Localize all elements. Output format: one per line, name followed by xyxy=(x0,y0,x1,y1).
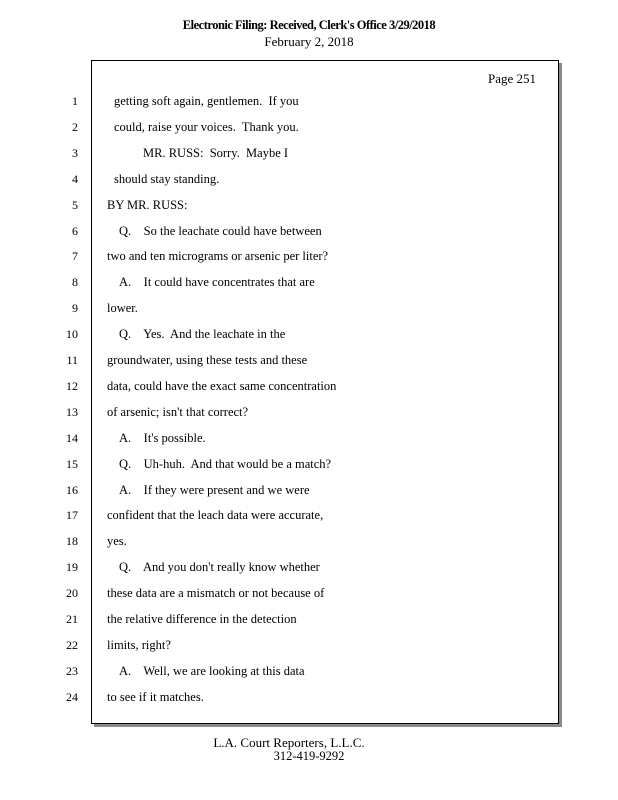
footer-company: L.A. Court Reporters, L.L.C. xyxy=(213,735,365,750)
transcript-line: Q. Yes. And the leachate in the xyxy=(119,327,286,342)
transcript-line: data, could have the exact same concentration xyxy=(107,378,337,393)
line-number: 9 xyxy=(72,301,78,316)
transcript-line: confident that the leach data were accurate, xyxy=(107,508,324,523)
transcript-line: limits, right? xyxy=(107,637,171,652)
line-number: 10 xyxy=(66,327,78,342)
transcript-line: could, raise your voices. Thank you. xyxy=(114,119,299,134)
transcript-line: yes. xyxy=(107,534,127,549)
line-number: 1 xyxy=(72,94,78,108)
transcript-line: Q. And you don't really know whether xyxy=(119,560,320,575)
transcript-line: of arsenic; isn't that correct? xyxy=(107,404,249,419)
transcript-line: should stay standing. xyxy=(114,171,220,186)
page-number: Page 251 xyxy=(487,71,536,86)
transcript-line: the relative difference in the detection xyxy=(107,612,297,626)
line-number: 19 xyxy=(66,560,78,575)
line-number: 6 xyxy=(72,223,78,238)
transcript-line: A. Well, we are looking at this data xyxy=(119,663,305,678)
transcript-line: groundwater, using these tests and these xyxy=(107,353,308,367)
line-number: 16 xyxy=(66,482,78,497)
line-number: 13 xyxy=(66,404,78,419)
line-number: 17 xyxy=(66,508,78,523)
transcript-line: A. It could have concentrates that are xyxy=(119,275,315,290)
line-number: 14 xyxy=(66,430,78,445)
footer-phone: 312-419-9292 xyxy=(273,749,345,763)
line-number: 5 xyxy=(72,197,78,212)
filing-stamp: Electronic Filing: Received, Clerk's Office 3/29/2018 xyxy=(182,18,436,32)
line-number: 21 xyxy=(66,612,78,626)
line-number: 18 xyxy=(66,534,78,549)
line-number: 4 xyxy=(72,171,78,186)
line-number: 3 xyxy=(72,145,78,160)
line-number: 11 xyxy=(66,353,78,367)
filing-date: February 2, 2018 xyxy=(264,34,354,49)
transcript-line: these data are a mismatch or not because of xyxy=(107,586,325,601)
transcript-line: BY MR. RUSS: xyxy=(107,197,188,212)
transcript-line: A. It's possible. xyxy=(119,430,206,445)
line-number: 12 xyxy=(66,378,78,393)
line-number: 23 xyxy=(66,663,78,678)
transcript-line: Q. Uh-huh. And that would be a match? xyxy=(119,456,332,471)
line-number: 20 xyxy=(66,586,78,601)
transcript-line: getting soft again, gentlemen. If you xyxy=(114,94,299,108)
transcript-line: to see if it matches. xyxy=(107,689,204,704)
transcript-line: A. If they were present and we were xyxy=(119,482,310,497)
transcript-line: lower. xyxy=(107,301,138,316)
line-number: 15 xyxy=(66,456,78,471)
line-number: 7 xyxy=(72,249,78,264)
transcript-line: MR. RUSS: Sorry. Maybe I xyxy=(143,145,289,160)
line-number: 22 xyxy=(66,637,78,652)
line-number: 8 xyxy=(72,275,78,290)
transcript-line: two and ten micrograms or arsenic per liter? xyxy=(107,249,329,264)
line-number: 2 xyxy=(72,119,78,134)
transcript-line: Q. So the leachate could have between xyxy=(119,223,322,238)
line-number: 24 xyxy=(66,689,78,704)
